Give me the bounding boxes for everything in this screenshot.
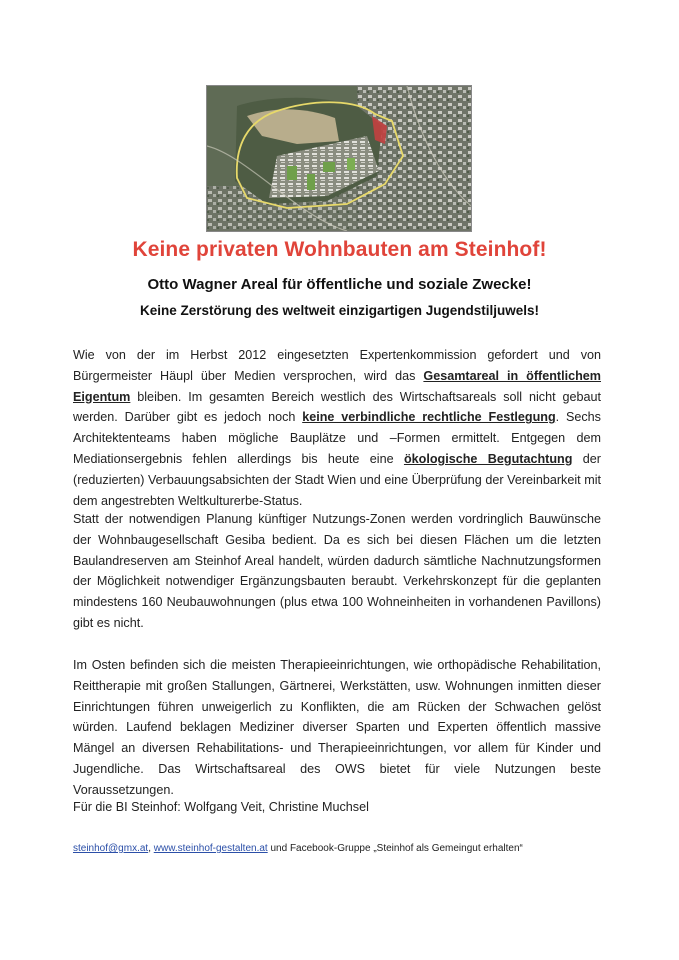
paragraph-3: Im Osten befinden sich die meisten Therapieeinrichtungen, wie orthopädische Rehabilitation, Reittherapie mit großen Stallungen, Gärtnerei, Werkstätten, usw. Wohnungen inmitten dieser Einrichtungen führen unweigerlich zu Konflikten, die am Rücken der Schwachen gelöst würden. Laufend beklagen Mediziner diverser Sparten und Experten öffentlich massive Mängel an diversen Rehabilitations- und Therapieeinrichtungen, vor allem für Kinder und Jugendliche. Das Wirtschaftsareal des OWS bietet für viele Nutzungen beste Voraussetzungen.	[73, 658, 601, 797]
website-link[interactable]: www.steinhof-gestalten.at	[153, 843, 268, 854]
contact-footer: steinhof@gmx.at, www.steinhof-gestalten.at und Facebook-Gruppe „Steinhof als Gemeingut erhalten“	[73, 843, 523, 854]
emphasis-ecological-review: ökologische Begutachtung	[403, 451, 573, 466]
emphasis-public-ownership: Gesamtareal in öffentlichem Eigentum	[73, 368, 601, 404]
aerial-map-image	[207, 86, 471, 231]
email-link[interactable]: steinhof@gmx.at	[73, 843, 149, 854]
aerial-photo	[206, 85, 472, 232]
paragraph-1: Wie von der im Herbst 2012 eingesetzten Expertenkommission gefordert und von Bürgermeister Häupl über Medien versprochen, wird das Gesamtareal in öffentlichem Eigentum bleiben. Im gesamten Bereich westlich des Wirtschaftsareals soll nicht gebaut werden. Darüber gibt es jedoch noch keine verbindliche rechtliche Festlegung. Sechs Architektenteams haben mögliche Bauplätze und –Formen ermittelt. Entgegen dem Mediationsergebnis fehlen allerdings bis heute eine ökologische Begutachtung der (reduzierten) Verbauungsabsichten der Stadt Wien und eine Überprüfung der Vereinbarkeit mit dem angestrebten Weltkulturerbe-Status.	[73, 348, 601, 508]
facebook-group-text: und Facebook-Gruppe „Steinhof als Gemeingut erhalten“	[267, 843, 523, 854]
subtitle-primary: Otto Wagner Areal für öffentliche und soziale Zwecke!	[147, 276, 532, 293]
emphasis-no-legal-fixing: keine verbindliche rechtliche Festlegung	[302, 410, 556, 425]
paragraph-2: Statt der notwendigen Planung künftiger Nutzungs-Zonen werden vordringlich Bauwünsche der Wohnbaugesellschaft Gesiba bedient. Da es sich bei diesen Flächen um die letzten Baulandreserven am Steinhof Areal handelt, würden dadurch sämtliche Nachnutzungsformen der Möglichkeit notwendiger Ergänzungsbauten beraubt. Verkehrskonzept für die geplanten mindestens 160 Neubauwohnungen (plus etwa 100 Wohneinheiten in vorhandenen Pavillons) gibt es nicht.	[73, 512, 601, 630]
page-title: Keine privaten Wohnbauten am Steinhof!	[132, 238, 547, 261]
signature-line: Für die BI Steinhof: Wolfgang Veit, Christine Muchsel	[73, 800, 369, 814]
subtitle-secondary: Keine Zerstörung des weltweit einzigartigen Jugendstiljuwels!	[139, 303, 540, 318]
